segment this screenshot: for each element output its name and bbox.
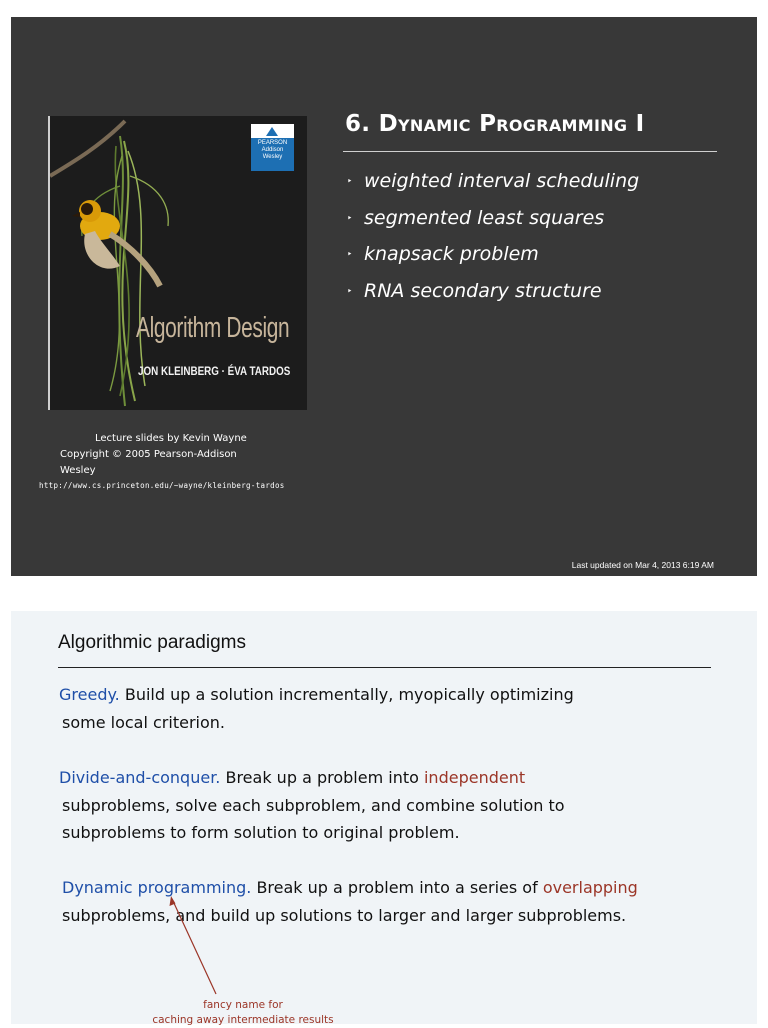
title-divider [343, 151, 717, 152]
slide-title: Algorithmic paradigms [58, 632, 246, 653]
note-line: fancy name for [203, 999, 283, 1011]
term-divide-and-conquer: Divide-and-conquer. [59, 768, 221, 787]
slide-title: 6. Dynamic Programming I [345, 111, 645, 137]
slide-credits [39, 431, 285, 494]
credit-copyright-cont: Wesley [60, 465, 96, 476]
topic-item [347, 207, 639, 244]
term-dynamic-programming: Dynamic programming. [62, 878, 252, 897]
term-greedy: Greedy. [59, 685, 120, 704]
paradigms-slide [11, 611, 757, 1024]
text-line: Build up a solution incrementally, myopically optimizing [119, 685, 574, 704]
book-authors: JON KLEINBERG · ÉVA TARDOS [138, 364, 291, 378]
bullet-icon: ‣ [347, 250, 353, 260]
pearson-icon [266, 127, 278, 136]
topic-label: RNA secondary structure [364, 279, 602, 302]
emphasis-independent: independent [423, 768, 526, 787]
publisher-logo [251, 124, 294, 171]
text-line: Break up a problem into a series of [251, 878, 543, 897]
credit-url[interactable]: http://www.cs.princeton.edu/~wayne/kleinberg-tardos [39, 481, 285, 490]
publisher-line: Wesley [262, 154, 283, 160]
last-updated: Last updated on Mar 4, 2013 6:19 AM [571, 560, 714, 570]
text-line: subproblems, and build up solutions to larger and larger subproblems. [62, 905, 627, 925]
bullet-icon: ‣ [347, 286, 353, 297]
topic-label: segmented least squares [364, 206, 605, 229]
text-line: some local criterion. [62, 712, 225, 732]
book-title: Algorithm Design [136, 312, 290, 344]
credit-copyright: Copyright © 2005 Pearson-Addison [60, 449, 237, 460]
annotation-arrow [11, 611, 757, 1024]
credit-author: Lecture slides by Kevin Wayne [95, 433, 247, 444]
topic-label: knapsack problem [364, 243, 539, 265]
bullet-icon: ‣ [347, 177, 353, 187]
topic-list [347, 170, 639, 316]
text-line: subproblems to form solution to original problem. [62, 823, 460, 842]
note-line: caching away intermediate results [152, 1014, 334, 1026]
title-slide [11, 17, 757, 576]
topic-item [347, 243, 639, 280]
text-line: Break up a problem into [220, 768, 424, 787]
publisher-line: Addison [261, 147, 284, 153]
bullet-icon: ‣ [347, 213, 353, 224]
topic-item [347, 280, 639, 317]
publisher-line: PEARSON [257, 140, 288, 146]
topic-label: weighted interval scheduling [364, 170, 640, 192]
emphasis-overlapping: overlapping [542, 878, 638, 897]
text-line: subproblems, solve each subproblem, and combine solution to [62, 795, 565, 815]
book-cover-image [48, 116, 307, 410]
topic-item [347, 170, 639, 207]
